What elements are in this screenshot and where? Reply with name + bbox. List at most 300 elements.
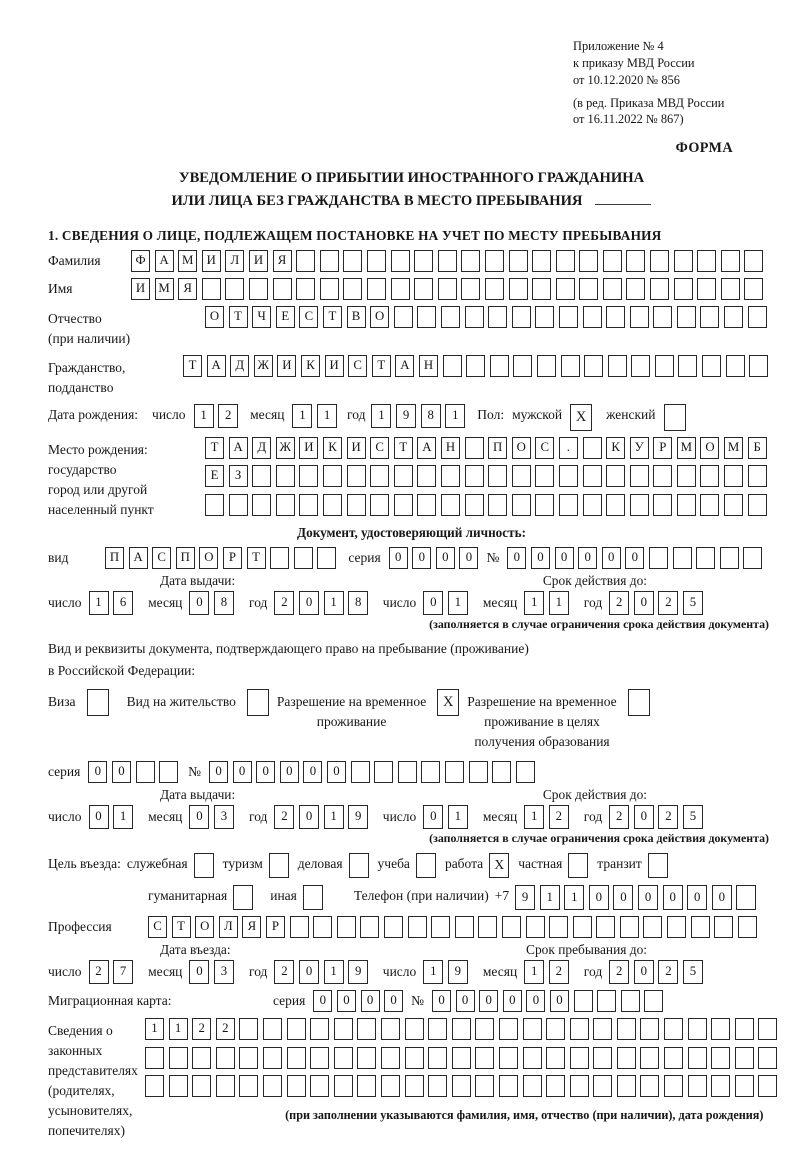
stay-number-cell[interactable]: 0 (327, 761, 346, 783)
name-cell[interactable] (249, 278, 268, 300)
birthplace-cell[interactable]: Ж (276, 437, 295, 459)
phone-cell[interactable]: 0 (589, 885, 609, 910)
issue-year-cell[interactable]: 2 (274, 591, 294, 615)
name-cell[interactable] (697, 278, 716, 300)
phone-cell[interactable] (736, 885, 756, 910)
profession-cell[interactable] (337, 916, 356, 938)
stay-number-cell[interactable] (351, 761, 370, 783)
birthplace-cell[interactable] (653, 465, 672, 487)
phone-cell[interactable]: 1 (564, 885, 584, 910)
stay-issue-day-cell[interactable]: 1 (113, 805, 133, 829)
profession-cell[interactable] (408, 916, 427, 938)
birthplace-cell[interactable] (512, 465, 531, 487)
citizenship-cell[interactable] (608, 355, 627, 377)
visa-checkbox[interactable] (87, 689, 109, 716)
phone-cell[interactable]: 0 (638, 885, 658, 910)
representatives-cell[interactable] (287, 1047, 306, 1069)
birthplace-cell[interactable] (606, 494, 625, 516)
representatives-cell[interactable] (405, 1018, 424, 1040)
stay-issue-year-cell[interactable]: 0 (299, 805, 319, 829)
patronymic-cell[interactable]: Т (229, 306, 248, 328)
patronymic-cell[interactable] (535, 306, 554, 328)
birthplace-cell[interactable] (700, 465, 719, 487)
representatives-cell[interactable] (617, 1047, 636, 1069)
stay-issue-day-cell[interactable]: 0 (89, 805, 109, 829)
entry-day-cell[interactable]: 7 (113, 960, 133, 984)
name-cell[interactable]: И (131, 278, 150, 300)
representatives-cell[interactable] (664, 1018, 683, 1040)
representatives-cell[interactable] (523, 1018, 542, 1040)
doc-series-cell[interactable]: 0 (412, 547, 431, 569)
stay-number-cell[interactable] (374, 761, 393, 783)
profession-cell[interactable] (455, 916, 474, 938)
representatives-cell[interactable] (192, 1075, 211, 1097)
citizenship-cell[interactable]: С (348, 355, 367, 377)
patronymic-cell[interactable] (748, 306, 767, 328)
doc-type-cell[interactable] (270, 547, 289, 569)
representatives-cell[interactable] (310, 1075, 329, 1097)
entry-month-cell[interactable]: 0 (189, 960, 209, 984)
stay-number-cell[interactable] (492, 761, 511, 783)
profession-cell[interactable] (549, 916, 568, 938)
surname-cell[interactable] (367, 250, 386, 272)
birthplace-cell[interactable]: М (724, 437, 743, 459)
birthplace-cell[interactable] (465, 465, 484, 487)
migration-number-cell[interactable]: 0 (479, 990, 498, 1012)
citizenship-cell[interactable]: Д (230, 355, 249, 377)
patronymic-cell[interactable] (465, 306, 484, 328)
birthplace-cell[interactable] (630, 494, 649, 516)
birthplace-cell[interactable]: С (535, 437, 554, 459)
profession-cell[interactable]: С (148, 916, 167, 938)
representatives-cell[interactable] (735, 1018, 754, 1040)
citizenship-cell[interactable]: И (277, 355, 296, 377)
citizenship-cell[interactable]: А (207, 355, 226, 377)
representatives-cell[interactable] (523, 1075, 542, 1097)
citizenship-cell[interactable] (726, 355, 745, 377)
surname-cell[interactable]: И (202, 250, 221, 272)
stay-expiry-year-cell[interactable]: 2 (609, 805, 629, 829)
doc-type-cell[interactable]: О (199, 547, 218, 569)
representatives-cell[interactable] (664, 1075, 683, 1097)
doc-series-cell[interactable]: 0 (389, 547, 408, 569)
surname-cell[interactable] (320, 250, 339, 272)
birthplace-cell[interactable] (700, 494, 719, 516)
birthplace-cell[interactable]: Д (252, 437, 271, 459)
representatives-cell[interactable] (357, 1075, 376, 1097)
patronymic-cell[interactable] (488, 306, 507, 328)
surname-cell[interactable] (485, 250, 504, 272)
representatives-cell[interactable]: 1 (145, 1018, 164, 1040)
entry-year-cell[interactable]: 1 (324, 960, 344, 984)
patronymic-cell[interactable]: Ч (252, 306, 271, 328)
expiry-year-cell[interactable]: 5 (683, 591, 703, 615)
stay-series-cell[interactable]: 0 (88, 761, 107, 783)
doc-number-cell[interactable] (743, 547, 762, 569)
birthplace-cell[interactable] (630, 465, 649, 487)
name-cell[interactable] (367, 278, 386, 300)
birthplace-cell[interactable] (441, 465, 460, 487)
doc-type-cell[interactable] (317, 547, 336, 569)
migration-number-cell[interactable] (597, 990, 616, 1012)
doc-number-cell[interactable] (649, 547, 668, 569)
birthplace-cell[interactable]: Р (653, 437, 672, 459)
citizenship-cell[interactable]: Н (419, 355, 438, 377)
stay-issue-year-cell[interactable]: 2 (274, 805, 294, 829)
name-cell[interactable] (532, 278, 551, 300)
birthplace-cell[interactable]: С (370, 437, 389, 459)
surname-cell[interactable] (438, 250, 457, 272)
representatives-cell[interactable] (546, 1018, 565, 1040)
surname-cell[interactable]: Я (273, 250, 292, 272)
representatives-cell[interactable] (452, 1075, 471, 1097)
doc-number-cell[interactable] (696, 547, 715, 569)
representatives-cell[interactable] (405, 1075, 424, 1097)
patronymic-cell[interactable] (700, 306, 719, 328)
birthplace-cell[interactable] (559, 465, 578, 487)
profession-cell[interactable] (667, 916, 686, 938)
representatives-cell[interactable] (640, 1018, 659, 1040)
sex-male-checkbox[interactable]: X (570, 404, 592, 431)
profession-cell[interactable]: Л (219, 916, 238, 938)
birthplace-cell[interactable] (535, 494, 554, 516)
representatives-cell[interactable] (263, 1047, 282, 1069)
surname-cell[interactable] (674, 250, 693, 272)
doc-number-cell[interactable]: 0 (531, 547, 550, 569)
name-cell[interactable] (556, 278, 575, 300)
entry-year-cell[interactable]: 0 (299, 960, 319, 984)
citizenship-cell[interactable] (466, 355, 485, 377)
education-residence-checkbox[interactable] (628, 689, 650, 716)
surname-cell[interactable] (697, 250, 716, 272)
citizenship-cell[interactable]: И (325, 355, 344, 377)
representatives-cell[interactable] (310, 1018, 329, 1040)
representatives-cell[interactable] (169, 1075, 188, 1097)
stay-expiry-day-cell[interactable]: 0 (423, 805, 443, 829)
representatives-cell[interactable] (711, 1047, 730, 1069)
until-year-cell[interactable]: 0 (634, 960, 654, 984)
birth-year-cell[interactable]: 1 (445, 404, 465, 428)
patronymic-cell[interactable] (583, 306, 602, 328)
profession-cell[interactable] (431, 916, 450, 938)
representatives-cell[interactable] (287, 1075, 306, 1097)
doc-number-cell[interactable]: 0 (625, 547, 644, 569)
birthplace-cell[interactable] (559, 494, 578, 516)
birth-year-cell[interactable]: 9 (396, 404, 416, 428)
profession-cell[interactable] (478, 916, 497, 938)
representatives-cell[interactable] (145, 1075, 164, 1097)
surname-cell[interactable] (579, 250, 598, 272)
profession-cell[interactable]: О (195, 916, 214, 938)
surname-cell[interactable] (509, 250, 528, 272)
name-cell[interactable] (603, 278, 622, 300)
citizenship-cell[interactable]: Т (372, 355, 391, 377)
surname-cell[interactable] (556, 250, 575, 272)
name-cell[interactable] (391, 278, 410, 300)
birthplace-cell[interactable]: И (299, 437, 318, 459)
representatives-cell[interactable] (523, 1047, 542, 1069)
phone-cell[interactable]: 0 (613, 885, 633, 910)
surname-cell[interactable]: А (155, 250, 174, 272)
phone-cell[interactable]: 9 (515, 885, 535, 910)
stay-series-cell[interactable]: 0 (112, 761, 131, 783)
birthplace-cell[interactable] (205, 494, 224, 516)
representatives-cell[interactable] (381, 1047, 400, 1069)
representatives-cell[interactable] (145, 1047, 164, 1069)
migration-series-cell[interactable]: 0 (384, 990, 403, 1012)
surname-cell[interactable] (391, 250, 410, 272)
phone-cell[interactable]: 0 (687, 885, 707, 910)
name-cell[interactable] (225, 278, 244, 300)
patronymic-cell[interactable]: Т (323, 306, 342, 328)
representatives-cell[interactable] (334, 1018, 353, 1040)
representatives-cell[interactable] (570, 1018, 589, 1040)
stay-number-cell[interactable]: 0 (280, 761, 299, 783)
name-cell[interactable] (721, 278, 740, 300)
birthplace-cell[interactable] (677, 494, 696, 516)
stay-expiry-year-cell[interactable]: 5 (683, 805, 703, 829)
birthplace-cell[interactable] (748, 494, 767, 516)
stay-issue-year-cell[interactable]: 1 (324, 805, 344, 829)
expiry-month-cell[interactable]: 1 (524, 591, 544, 615)
representatives-cell[interactable] (475, 1047, 494, 1069)
representatives-cell[interactable] (428, 1075, 447, 1097)
issue-year-cell[interactable]: 1 (324, 591, 344, 615)
name-cell[interactable] (414, 278, 433, 300)
birthplace-cell[interactable] (323, 494, 342, 516)
surname-cell[interactable]: И (249, 250, 268, 272)
birthplace-cell[interactable]: М (677, 437, 696, 459)
patronymic-cell[interactable]: О (370, 306, 389, 328)
profession-cell[interactable] (620, 916, 639, 938)
birthplace-cell[interactable] (724, 494, 743, 516)
representatives-cell[interactable] (216, 1075, 235, 1097)
purpose-tourism-checkbox[interactable] (269, 853, 289, 878)
representatives-cell[interactable] (428, 1018, 447, 1040)
name-cell[interactable] (438, 278, 457, 300)
profession-cell[interactable]: Р (266, 916, 285, 938)
birthplace-cell[interactable] (488, 494, 507, 516)
birthplace-cell[interactable]: К (606, 437, 625, 459)
citizenship-cell[interactable]: Т (183, 355, 202, 377)
stay-issue-month-cell[interactable]: 3 (214, 805, 234, 829)
migration-number-cell[interactable]: 0 (550, 990, 569, 1012)
birthplace-cell[interactable]: . (559, 437, 578, 459)
stay-series-cell[interactable] (159, 761, 178, 783)
name-cell[interactable] (296, 278, 315, 300)
birthplace-cell[interactable]: Н (441, 437, 460, 459)
representatives-cell[interactable] (758, 1047, 777, 1069)
birthplace-cell[interactable]: К (323, 437, 342, 459)
patronymic-cell[interactable]: О (205, 306, 224, 328)
patronymic-cell[interactable] (677, 306, 696, 328)
until-year-cell[interactable]: 2 (658, 960, 678, 984)
birthplace-cell[interactable]: А (417, 437, 436, 459)
birthplace-cell[interactable] (370, 494, 389, 516)
birth-year-cell[interactable]: 8 (421, 404, 441, 428)
birthplace-cell[interactable] (394, 465, 413, 487)
doc-type-cell[interactable]: Р (223, 547, 242, 569)
stay-expiry-year-cell[interactable]: 2 (658, 805, 678, 829)
birthplace-cell[interactable] (488, 465, 507, 487)
stay-number-cell[interactable] (445, 761, 464, 783)
profession-cell[interactable] (738, 916, 757, 938)
representatives-cell[interactable] (334, 1047, 353, 1069)
birth-day-cell[interactable]: 1 (194, 404, 214, 428)
migration-number-cell[interactable] (621, 990, 640, 1012)
representatives-cell[interactable] (499, 1047, 518, 1069)
expiry-year-cell[interactable]: 2 (658, 591, 678, 615)
doc-number-cell[interactable] (673, 547, 692, 569)
birthplace-cell[interactable] (583, 494, 602, 516)
profession-cell[interactable] (313, 916, 332, 938)
birthplace-cell[interactable]: П (488, 437, 507, 459)
birthplace-cell[interactable] (347, 494, 366, 516)
birthplace-cell[interactable] (583, 437, 602, 459)
profession-cell[interactable] (360, 916, 379, 938)
representatives-cell[interactable] (192, 1047, 211, 1069)
purpose-work-checkbox[interactable]: X (489, 853, 509, 878)
stay-number-cell[interactable]: 0 (256, 761, 275, 783)
representatives-cell[interactable] (617, 1018, 636, 1040)
migration-number-cell[interactable]: 0 (503, 990, 522, 1012)
citizenship-cell[interactable] (655, 355, 674, 377)
stay-expiry-month-cell[interactable]: 2 (549, 805, 569, 829)
representatives-cell[interactable] (593, 1075, 612, 1097)
representatives-cell[interactable] (617, 1075, 636, 1097)
doc-number-cell[interactable]: 0 (578, 547, 597, 569)
citizenship-cell[interactable]: К (301, 355, 320, 377)
representatives-cell[interactable] (263, 1018, 282, 1040)
representatives-cell[interactable] (263, 1075, 282, 1097)
representatives-cell[interactable] (640, 1047, 659, 1069)
patronymic-cell[interactable] (394, 306, 413, 328)
representatives-cell[interactable] (475, 1018, 494, 1040)
migration-number-cell[interactable] (644, 990, 663, 1012)
surname-cell[interactable] (532, 250, 551, 272)
until-day-cell[interactable]: 1 (423, 960, 443, 984)
representatives-cell[interactable] (239, 1075, 258, 1097)
representatives-cell[interactable] (758, 1075, 777, 1097)
migration-series-cell[interactable]: 0 (361, 990, 380, 1012)
name-cell[interactable] (744, 278, 763, 300)
stay-series-cell[interactable] (136, 761, 155, 783)
surname-cell[interactable] (626, 250, 645, 272)
surname-cell[interactable] (343, 250, 362, 272)
birthplace-cell[interactable] (323, 465, 342, 487)
phone-cell[interactable]: 1 (540, 885, 560, 910)
representatives-cell[interactable] (169, 1047, 188, 1069)
purpose-official-checkbox[interactable] (194, 853, 214, 878)
birthplace-cell[interactable] (465, 437, 484, 459)
birthplace-cell[interactable] (417, 465, 436, 487)
patronymic-cell[interactable]: С (299, 306, 318, 328)
birthplace-cell[interactable]: З (229, 465, 248, 487)
entry-month-cell[interactable]: 3 (214, 960, 234, 984)
birthplace-cell[interactable] (724, 465, 743, 487)
birthplace-cell[interactable] (653, 494, 672, 516)
expiry-day-cell[interactable]: 0 (423, 591, 443, 615)
birthplace-cell[interactable]: А (229, 437, 248, 459)
issue-year-cell[interactable]: 8 (348, 591, 368, 615)
entry-year-cell[interactable]: 9 (348, 960, 368, 984)
surname-cell[interactable] (721, 250, 740, 272)
profession-cell[interactable] (526, 916, 545, 938)
patronymic-cell[interactable]: Е (276, 306, 295, 328)
surname-cell[interactable] (650, 250, 669, 272)
patronymic-cell[interactable] (417, 306, 436, 328)
representatives-cell[interactable] (452, 1018, 471, 1040)
representatives-cell[interactable] (711, 1075, 730, 1097)
surname-cell[interactable] (296, 250, 315, 272)
representatives-cell[interactable] (735, 1047, 754, 1069)
doc-number-cell[interactable]: 0 (507, 547, 526, 569)
citizenship-cell[interactable]: А (395, 355, 414, 377)
birthplace-cell[interactable] (748, 465, 767, 487)
doc-type-cell[interactable] (294, 547, 313, 569)
stay-expiry-year-cell[interactable]: 0 (634, 805, 654, 829)
birthplace-cell[interactable]: У (630, 437, 649, 459)
representatives-cell[interactable] (405, 1047, 424, 1069)
stay-number-cell[interactable] (516, 761, 535, 783)
issue-year-cell[interactable]: 0 (299, 591, 319, 615)
name-cell[interactable] (202, 278, 221, 300)
purpose-study-checkbox[interactable] (416, 853, 436, 878)
stay-issue-month-cell[interactable]: 0 (189, 805, 209, 829)
birthplace-cell[interactable] (229, 494, 248, 516)
birthplace-cell[interactable]: Т (394, 437, 413, 459)
until-month-cell[interactable]: 1 (524, 960, 544, 984)
sex-female-checkbox[interactable] (664, 404, 686, 431)
profession-cell[interactable] (691, 916, 710, 938)
migration-series-cell[interactable]: 0 (313, 990, 332, 1012)
birthplace-cell[interactable] (583, 465, 602, 487)
representatives-cell[interactable] (499, 1075, 518, 1097)
stay-number-cell[interactable]: 0 (209, 761, 228, 783)
birthplace-cell[interactable]: Е (205, 465, 224, 487)
name-cell[interactable]: Я (178, 278, 197, 300)
doc-type-cell[interactable]: А (129, 547, 148, 569)
representatives-cell[interactable] (688, 1047, 707, 1069)
stay-number-cell[interactable] (469, 761, 488, 783)
birthplace-cell[interactable] (677, 465, 696, 487)
representatives-cell[interactable] (216, 1047, 235, 1069)
representatives-cell[interactable]: 2 (192, 1018, 211, 1040)
migration-number-cell[interactable]: 0 (432, 990, 451, 1012)
representatives-cell[interactable] (499, 1018, 518, 1040)
doc-number-cell[interactable]: 0 (555, 547, 574, 569)
purpose-humanitarian-checkbox[interactable] (233, 885, 253, 910)
name-cell[interactable] (485, 278, 504, 300)
representatives-cell[interactable] (239, 1047, 258, 1069)
until-day-cell[interactable]: 9 (448, 960, 468, 984)
representatives-cell[interactable] (475, 1075, 494, 1097)
representatives-cell[interactable] (381, 1018, 400, 1040)
issue-day-cell[interactable]: 1 (89, 591, 109, 615)
until-year-cell[interactable]: 2 (609, 960, 629, 984)
stay-number-cell[interactable]: 0 (303, 761, 322, 783)
representatives-cell[interactable] (711, 1018, 730, 1040)
representatives-cell[interactable] (334, 1075, 353, 1097)
issue-month-cell[interactable]: 0 (189, 591, 209, 615)
until-year-cell[interactable]: 5 (683, 960, 703, 984)
representatives-cell[interactable]: 2 (216, 1018, 235, 1040)
name-cell[interactable] (273, 278, 292, 300)
name-cell[interactable] (579, 278, 598, 300)
representatives-cell[interactable] (452, 1047, 471, 1069)
profession-cell[interactable] (384, 916, 403, 938)
name-cell[interactable] (626, 278, 645, 300)
